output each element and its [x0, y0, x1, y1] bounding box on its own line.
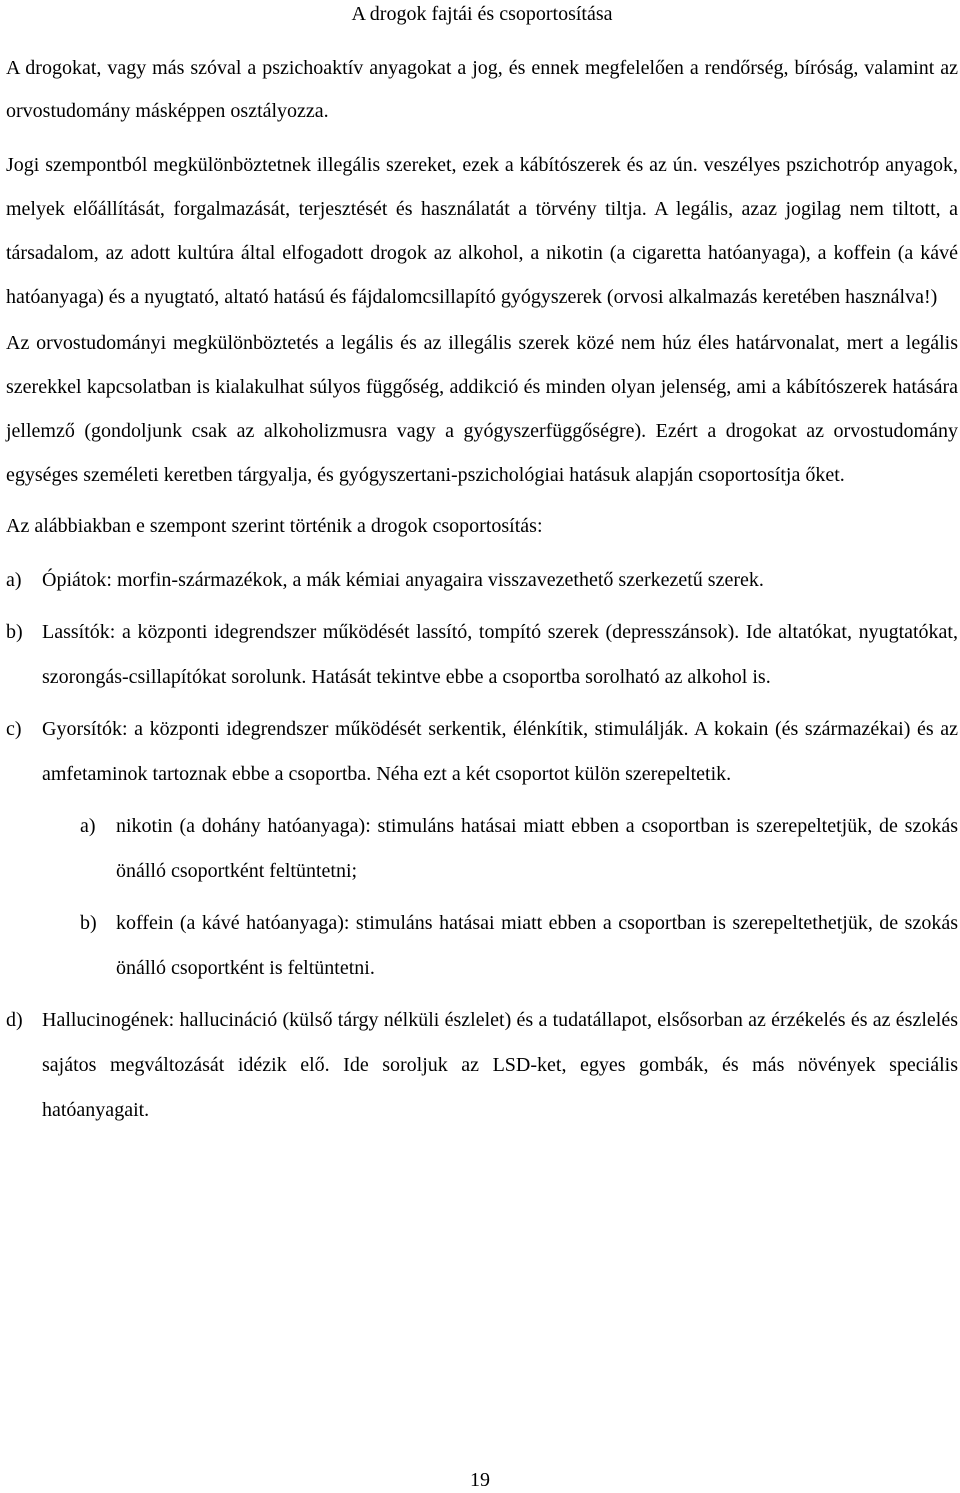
sublist-marker: a) — [80, 815, 96, 837]
paragraph-medical: Az orvostudományi megkülönböztetés a legális és az illegális szerek közé nem húz éles határvonalat, mert a legális szerekkel kapcsolatban is kialakulhat súlyos függőség, addikció és minden olyan jelenség, ami a kábítószerek hatására jellemző (gondoljunk csak az alkoholizmusra vagy a gyógyszerfüggőségre). Ezért a drogokat az orvostudomány egységes személeti keretben tárgyalja, és gyógyszertani-pszichológiai hatásuk alapján csoportosítja őket. — [6, 332, 958, 486]
sublist-item-nicotine — [42, 804, 958, 894]
list-item-text: Gyorsítók: a központi idegrendszer működését serkentik, élénkítik, stimulálják. A kokain (és származékai) és az amfetaminok tartoznak ebbe a csoportba. Néha ezt a két csoportot külön szerepeltetik. — [42, 718, 958, 785]
list-marker: d) — [6, 1009, 23, 1031]
list-marker: c) — [6, 718, 22, 740]
page-title: A drogok fajtái és csoportosítása — [351, 3, 613, 25]
page-number: 19 — [470, 1469, 490, 1491]
paragraph-list-intro: Az alábbiakban e szempont szerint történik a drogok csoportosítás: — [6, 515, 543, 537]
stimulant-sublist — [42, 804, 958, 991]
paragraph-intro: A drogokat, vagy más szóval a pszichoaktív anyagokat a jog, és ennek megfelelően a rendőrség, bíróság, valamint az orvostudomány másképpen osztályozza. — [6, 57, 958, 122]
drug-category-list — [6, 558, 958, 1133]
list-marker: a) — [6, 569, 22, 591]
list-item-stimulants — [6, 707, 958, 991]
list-item-text: Lassítók: a központi idegrendszer működését lassító, tompító szerek (depresszánsok). Ide altatókat, nyugtatókat, szorongás-csillapítókat sorolunk. Hatását tekintve ebbe a csoportba sorolható az alkohol is. — [42, 621, 958, 688]
list-item-text: Ópiátok: morfin-származékok, a mák kémiai anyagaira visszavezethető szerkezetű szerek. — [42, 569, 764, 591]
sublist-item-caffeine — [42, 901, 958, 991]
list-item-text: Hallucinogének: hallucináció (külső tárgy nélküli észlelet) és a tudatállapot, elsősorban az érzékelés és az észlelés sajátos megváltozását idézik elő. Ide soroljuk az LSD-ket, egyes gombák, és más növények speciális hatóanyagait. — [42, 1009, 958, 1121]
sublist-item-text: nikotin (a dohány hatóanyaga): stimuláns hatásai miatt ebben a csoportban is szerepeltetjük, de szokás önálló csoportként feltüntetni; — [116, 815, 958, 882]
list-item-depressants — [6, 610, 958, 700]
list-item-hallucinogens — [6, 998, 958, 1133]
sublist-marker: b) — [80, 912, 97, 934]
paragraph-legal: Jogi szempontból megkülönböztetnek illegális szereket, ezek a kábítószerek és az ún. veszélyes pszichotróp anyagok, melyek előállítását, forgalmazását, terjesztését és használatát a törvény tiltja. A legális, azaz jogilag nem tiltott, a társadalom, az adott kultúra által elfogadott drogok az alkohol, a nikotin (a cigaretta hatóanyaga), a koffein (a kávé hatóanyaga) és a nyugtató, altató hatású és fájdalomcsillapító gyógyszerek (orvosi alkalmazás keretében használva!) — [6, 154, 958, 308]
document-page — [6, 0, 958, 1133]
sublist-item-text: koffein (a kávé hatóanyaga): stimuláns hatásai miatt ebben a csoportban is szerepeltethetjük, de szokás önálló csoportként is feltüntetni. — [116, 912, 958, 979]
list-marker: b) — [6, 621, 23, 643]
list-item-opiates — [6, 558, 958, 603]
